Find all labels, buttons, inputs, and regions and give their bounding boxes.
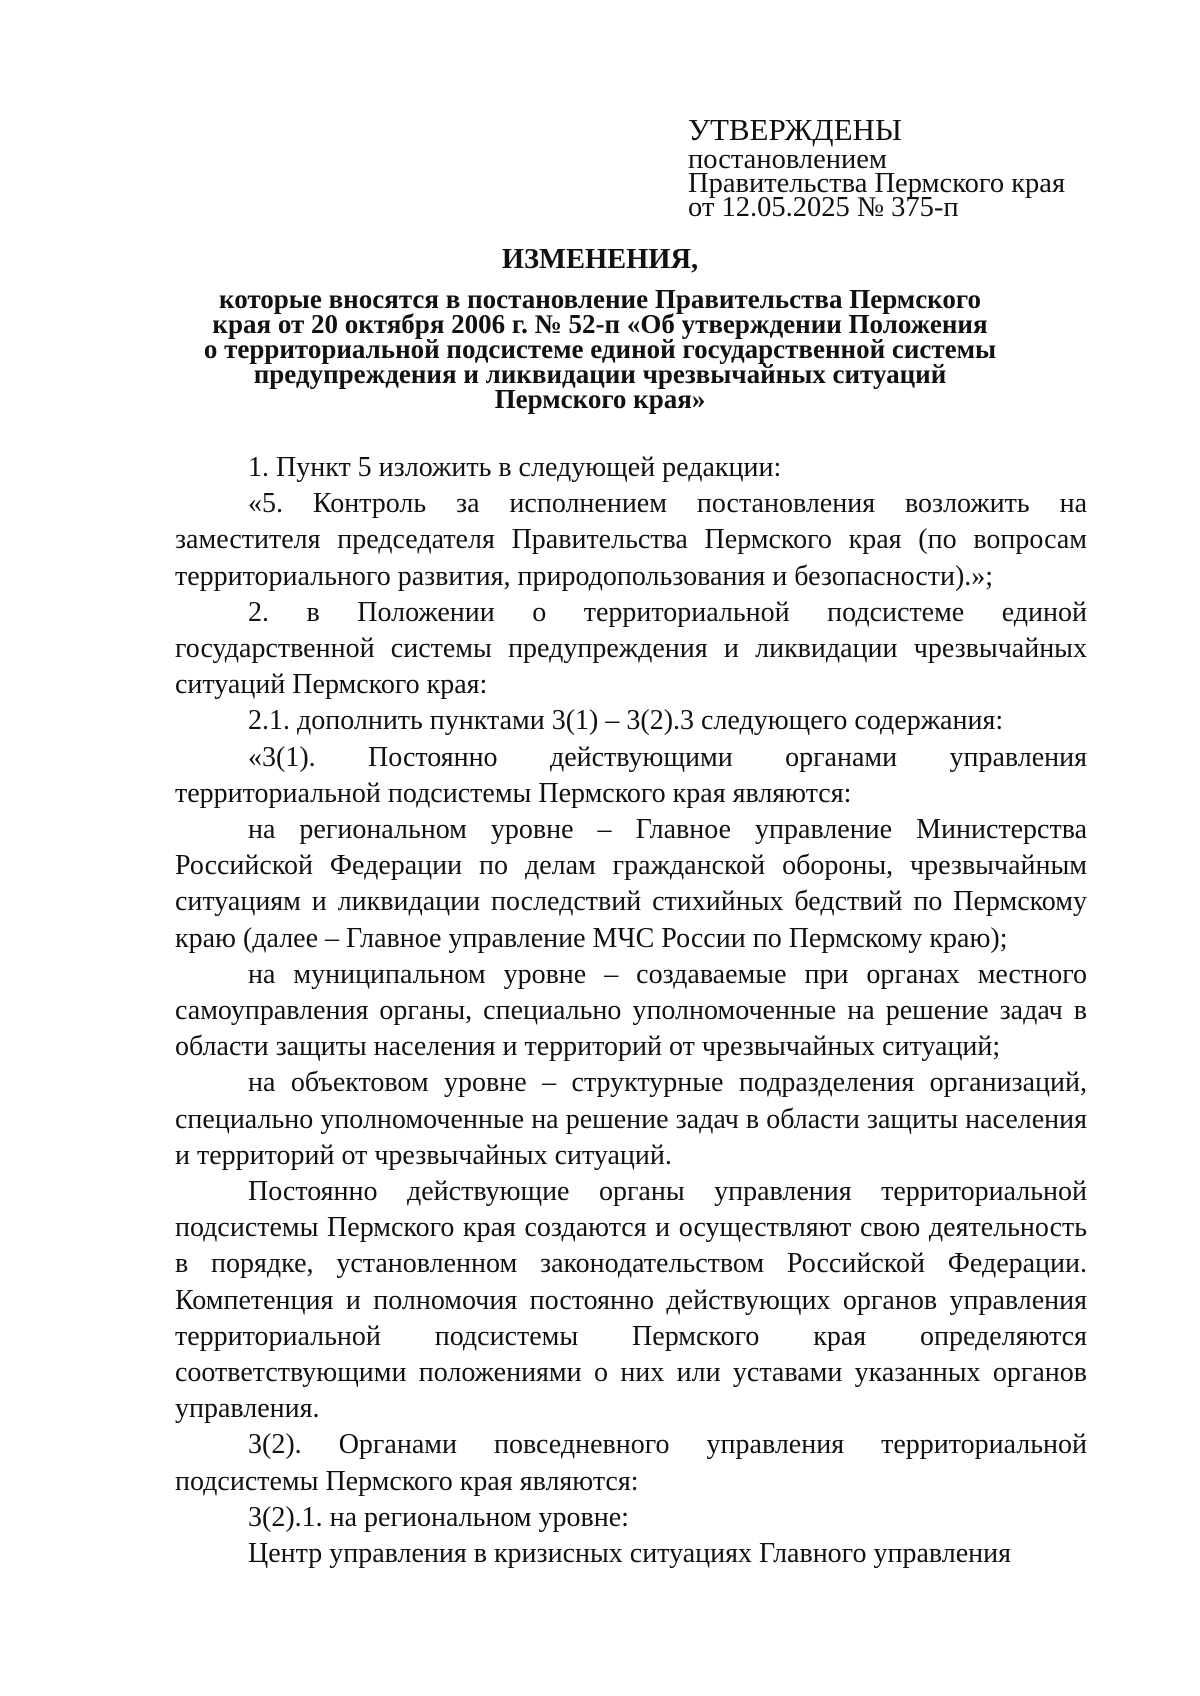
approval-block bbox=[688, 112, 1108, 223]
subtitle-line: края от 20 октября 2006 г. № 52-п «Об утверждении Положения bbox=[212, 309, 988, 339]
paragraph: 3(2). Органами повседневного управления территориальной подсистемы Пермского края являются: bbox=[175, 1429, 1087, 1497]
document-title: ИЗМЕНЕНИЯ, bbox=[501, 244, 699, 275]
subtitle-line: о территориальной подсистеме единой государственной системы bbox=[203, 334, 997, 364]
document-subtitle bbox=[180, 284, 1020, 414]
paragraph: 2.1. дополнить пунктами 3(1) – 3(2).3 следующего содержания: bbox=[248, 705, 1004, 737]
paragraph: Постоянно действующие органы управления территориальной подсистемы Пермского края создаются и осуществляют свою деятельность в порядке, установленном законодательством Российской Федерации. Компетенция и полномочия постоянно действующих органов управления территориальной подсистемы Пермского края определяются соответствующими положениями о них или уставами указанных органов управления. bbox=[175, 1176, 1087, 1425]
paragraph: на муниципальном уровне – создаваемые при органах местного самоуправления органы, специально уполномоченные на решение задач в области защиты населения и территорий от чрезвычайных ситуаций; bbox=[175, 958, 1087, 1063]
paragraph: «3(1). Постоянно действующими органами управления территориальной подсистемы Пермского края являются: bbox=[175, 741, 1087, 809]
paragraph: 2. в Положении о территориальной подсистеме единой государственной системы предупреждения и ликвидации чрезвычайных ситуаций Пермского края: bbox=[175, 596, 1087, 701]
approval-date-number: от 12.05.2025 № 375-п bbox=[688, 192, 959, 223]
approval-line: постановлением bbox=[688, 144, 887, 175]
paragraph: «5. Контроль за исполнением постановления возложить на заместителя председателя Правительства Пермского края (по вопросам территориального развития, природопользования и безопасности).»; bbox=[175, 488, 1087, 592]
paragraph: на объектовом уровне – структурные подразделения организаций, специально уполномоченные на решение задач в области защиты населения и территорий от чрезвычайных ситуаций. bbox=[175, 1067, 1087, 1171]
subtitle-line: предупреждения и ликвидации чрезвычайных ситуаций bbox=[253, 359, 947, 389]
paragraph: на региональном уровне – Главное управление Министерства Российской Федерации по делам гражданской обороны, чрезвычайным ситуациям и ликвидации последствий стихийных бедствий по Пермскому краю (далее – Главное управление МЧС России по Пермскому краю); bbox=[175, 814, 1087, 954]
approval-line: Правительства Пермского края bbox=[688, 168, 1066, 199]
paragraph: Центр управления в кризисных ситуациях Главного управления bbox=[248, 1538, 1011, 1570]
paragraph: 3(2).1. на региональном уровне: bbox=[248, 1501, 629, 1533]
subtitle-line: которые вносятся в постановление Правительства Пермского bbox=[219, 284, 981, 314]
paragraph: 1. Пункт 5 изложить в следующей редакции: bbox=[248, 452, 782, 483]
approval-heading: УТВЕРЖДЕНЫ bbox=[688, 112, 902, 147]
subtitle-line: Пермского края» bbox=[494, 384, 706, 414]
document-body bbox=[175, 450, 1087, 1572]
